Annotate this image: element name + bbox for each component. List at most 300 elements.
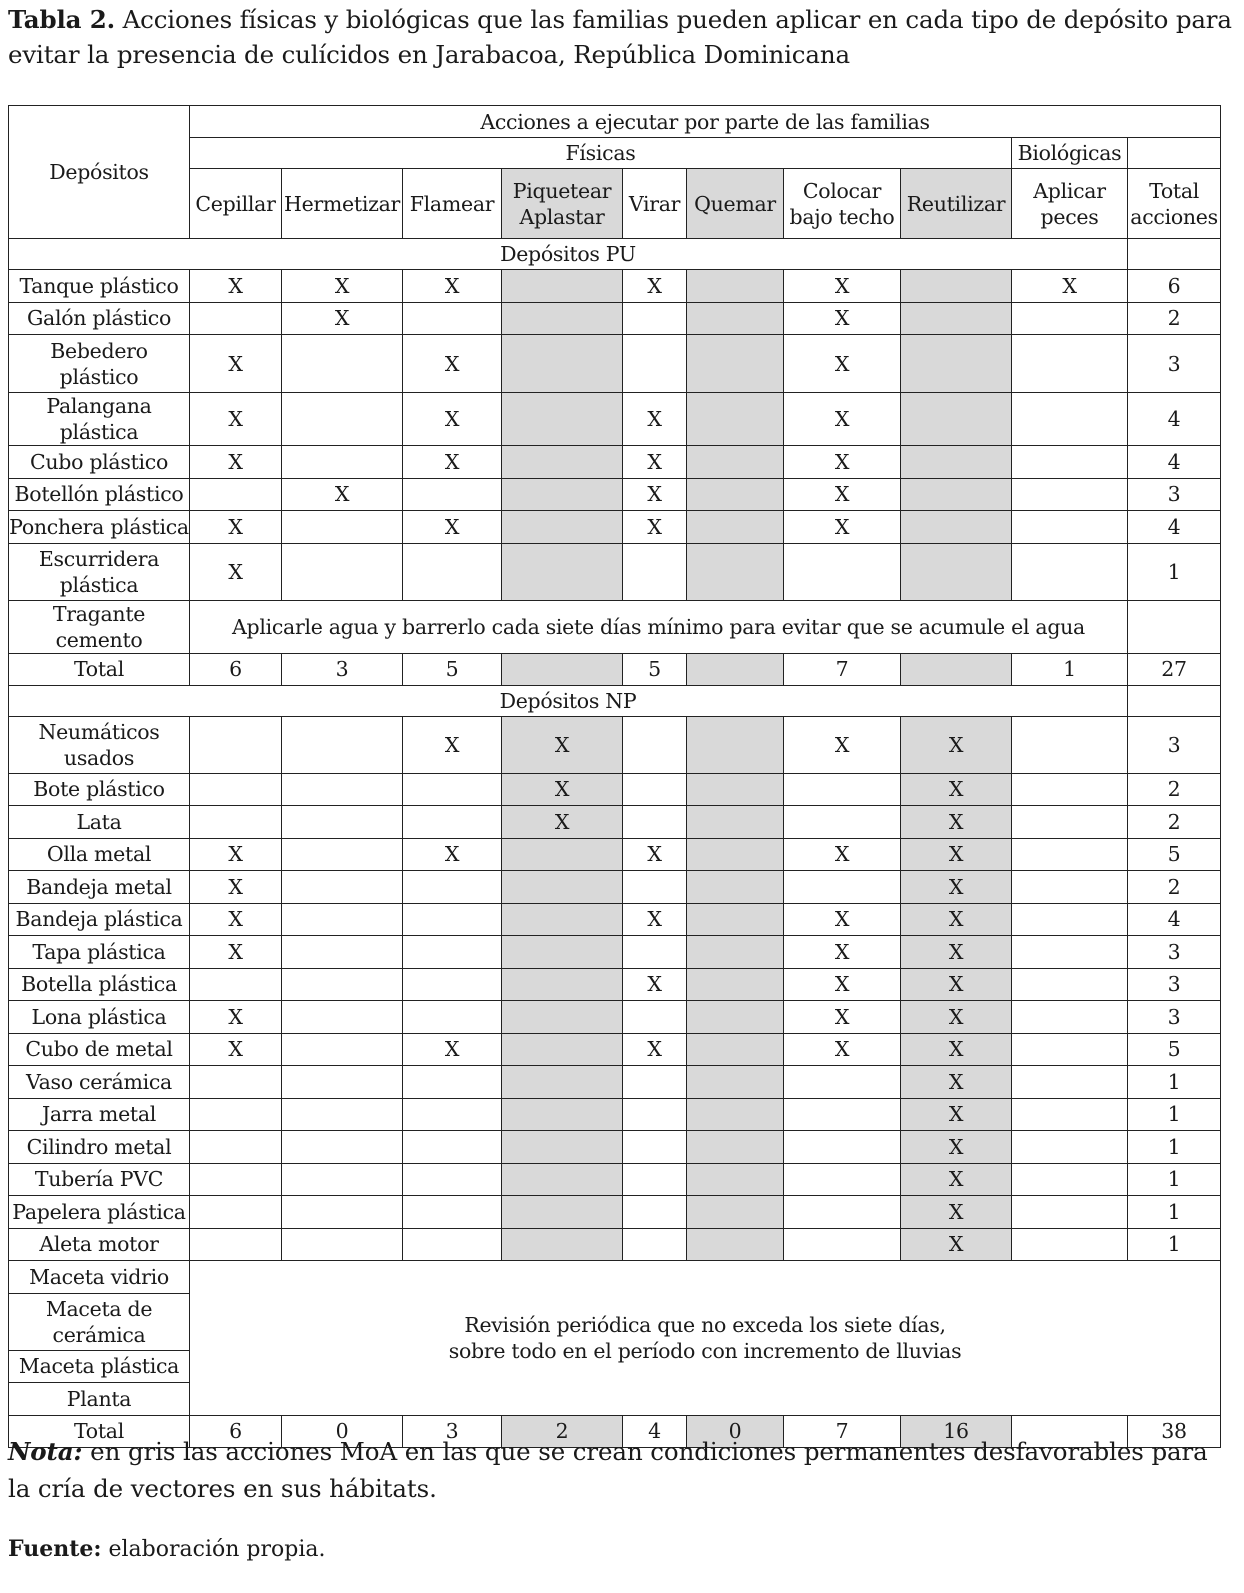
- total-colocar: 7: [784, 653, 901, 685]
- cell-hermetizar: [282, 511, 403, 544]
- cell-total: 1: [1128, 1131, 1221, 1164]
- cell-piquetear: [502, 543, 623, 600]
- section-title-blank-pu: [1128, 239, 1221, 270]
- cell-piquetear: [502, 936, 623, 969]
- cell-reutilizar: X: [901, 903, 1012, 936]
- row-label: Ponchera plástica: [9, 511, 190, 544]
- cell-colocar: X: [784, 968, 901, 1001]
- cell-quemar: [687, 511, 784, 544]
- cell-flamear: [403, 1066, 502, 1099]
- cell-cepillar: X: [190, 903, 282, 936]
- total-flamear: 5: [403, 653, 502, 685]
- header-group-title: Acciones a ejecutar por parte de las familias: [190, 106, 1221, 138]
- row-label: Botella plástica: [9, 968, 190, 1001]
- row-label: Tragante cemento: [9, 600, 190, 653]
- cell-reutilizar: X: [901, 1196, 1012, 1229]
- cell-piquetear: X: [502, 773, 623, 806]
- cell-hermetizar: X: [282, 302, 403, 335]
- cell-total: 1: [1128, 1228, 1221, 1261]
- total-total: 27: [1128, 653, 1221, 685]
- cell-reutilizar: X: [901, 871, 1012, 904]
- cell-virar: [623, 716, 687, 773]
- cell-reutilizar: [901, 335, 1012, 393]
- cell-quemar: [687, 393, 784, 446]
- note-text: en gris las acciones MoA en las que se crean condiciones permanentes desfavorables para la cría de vectores en sus hábitats.: [8, 1437, 1208, 1503]
- total-label: Total: [9, 653, 190, 685]
- cell-hermetizar: [282, 903, 403, 936]
- cell-hermetizar: [282, 806, 403, 839]
- cell-cepillar: X: [190, 446, 282, 479]
- cell-virar: X: [623, 968, 687, 1001]
- cell-aplicar-peces: [1012, 716, 1128, 773]
- actions-table: [8, 105, 1221, 1448]
- row-label: Lata: [9, 806, 190, 839]
- total-hermetizar: 3: [282, 653, 403, 685]
- cell-colocar: X: [784, 511, 901, 544]
- cell-total: 3: [1128, 478, 1221, 511]
- section-title-blank-np: [1128, 685, 1221, 716]
- cell-total: 5: [1128, 838, 1221, 871]
- cell-aplicar-peces: [1012, 871, 1128, 904]
- cell-total: 5: [1128, 1033, 1221, 1066]
- cell-piquetear: [502, 1066, 623, 1099]
- cell-aplicar-peces: [1012, 1163, 1128, 1196]
- cell-virar: [623, 806, 687, 839]
- cell-total: 1: [1128, 1066, 1221, 1099]
- cell-virar: [623, 543, 687, 600]
- row-label: Papelera plástica: [9, 1196, 190, 1229]
- total-virar: 5: [623, 653, 687, 685]
- cell-piquetear: [502, 1228, 623, 1261]
- cell-reutilizar: X: [901, 1033, 1012, 1066]
- cell-virar: [623, 1066, 687, 1099]
- cell-colocar: X: [784, 716, 901, 773]
- cell-cepillar: [190, 302, 282, 335]
- cell-flamear: [403, 1196, 502, 1229]
- cell-colocar: [784, 806, 901, 839]
- cell-quemar: [687, 773, 784, 806]
- cell-aplicar-peces: [1012, 1131, 1128, 1164]
- cell-piquetear: X: [502, 716, 623, 773]
- table-caption: [8, 2, 1236, 72]
- cell-quemar: [687, 936, 784, 969]
- cell-flamear: X: [403, 716, 502, 773]
- cell-hermetizar: [282, 1131, 403, 1164]
- cell-piquetear: [502, 478, 623, 511]
- total-label: Total: [9, 1415, 190, 1447]
- cell-virar: [623, 1098, 687, 1131]
- column-header-quemar: Quemar: [687, 169, 784, 239]
- cell-hermetizar: [282, 446, 403, 479]
- cell-quemar: [687, 1196, 784, 1229]
- cell-hermetizar: X: [282, 478, 403, 511]
- cell-colocar: X: [784, 478, 901, 511]
- cell-total: 2: [1128, 871, 1221, 904]
- row-label: Tubería PVC: [9, 1163, 190, 1196]
- cell-virar: X: [623, 903, 687, 936]
- cell-quemar: [687, 302, 784, 335]
- cell-reutilizar: [901, 270, 1012, 303]
- cell-virar: [623, 1196, 687, 1229]
- total-reutilizar: 16: [901, 1415, 1012, 1447]
- cell-quemar: [687, 543, 784, 600]
- cell-virar: X: [623, 270, 687, 303]
- column-header-total: Total acciones: [1128, 169, 1221, 239]
- column-header-aplicar-peces: Aplicar peces: [1012, 169, 1128, 239]
- cell-quemar: [687, 1066, 784, 1099]
- cell-colocar: X: [784, 838, 901, 871]
- cell-hermetizar: X: [282, 270, 403, 303]
- cell-reutilizar: X: [901, 1098, 1012, 1131]
- cell-colocar: X: [784, 1001, 901, 1034]
- cell-virar: [623, 936, 687, 969]
- cell-total: 4: [1128, 393, 1221, 446]
- cell-aplicar-peces: X: [1012, 270, 1128, 303]
- cell-quemar: [687, 335, 784, 393]
- cell-colocar: X: [784, 936, 901, 969]
- column-header-reutilizar: Reutilizar: [901, 169, 1012, 239]
- cell-hermetizar: [282, 1196, 403, 1229]
- total-cepillar: 6: [190, 1415, 282, 1447]
- cell-total: 3: [1128, 1001, 1221, 1034]
- row-label: Maceta plástica: [9, 1350, 190, 1383]
- cell-cepillar: [190, 773, 282, 806]
- cell-piquetear: [502, 903, 623, 936]
- cell-hermetizar: [282, 543, 403, 600]
- cell-reutilizar: [901, 446, 1012, 479]
- cell-aplicar-peces: [1012, 773, 1128, 806]
- total-colocar: 7: [784, 1415, 901, 1447]
- total-quemar: [687, 653, 784, 685]
- cell-reutilizar: [901, 302, 1012, 335]
- cell-piquetear: [502, 1033, 623, 1066]
- cell-hermetizar: [282, 716, 403, 773]
- cell-cepillar: [190, 806, 282, 839]
- row-label: Bebedero plástico: [9, 335, 190, 393]
- cell-quemar: [687, 1131, 784, 1164]
- cell-total: 1: [1128, 1196, 1221, 1229]
- row-label: Jarra metal: [9, 1098, 190, 1131]
- row-label: Galón plástico: [9, 302, 190, 335]
- cell-cepillar: [190, 1098, 282, 1131]
- cell-colocar: [784, 543, 901, 600]
- cell-colocar: X: [784, 302, 901, 335]
- column-header-cepillar: Cepillar: [190, 169, 282, 239]
- cell-total: 3: [1128, 716, 1221, 773]
- row-label: Tapa plástica: [9, 936, 190, 969]
- cell-colocar: [784, 1066, 901, 1099]
- cell-cepillar: X: [190, 936, 282, 969]
- cell-aplicar-peces: [1012, 511, 1128, 544]
- cell-colocar: X: [784, 446, 901, 479]
- cell-aplicar-peces: [1012, 393, 1128, 446]
- table-body: [9, 106, 1221, 1448]
- cell-piquetear: [502, 270, 623, 303]
- column-header-colocar: Colocar bajo techo: [784, 169, 901, 239]
- cell-aplicar-peces: [1012, 838, 1128, 871]
- cell-flamear: [403, 936, 502, 969]
- total-quemar: 0: [687, 1415, 784, 1447]
- cell-piquetear: [502, 511, 623, 544]
- row-label: Neumáticos usados: [9, 716, 190, 773]
- cell-reutilizar: [901, 478, 1012, 511]
- row-label: Maceta de cerámica: [9, 1293, 190, 1350]
- cell-flamear: [403, 1098, 502, 1131]
- cell-flamear: [403, 871, 502, 904]
- cell-cepillar: [190, 968, 282, 1001]
- cell-virar: X: [623, 393, 687, 446]
- cell-colocar: X: [784, 335, 901, 393]
- cell-piquetear: [502, 1196, 623, 1229]
- cell-cepillar: X: [190, 511, 282, 544]
- row-label: Maceta vidrio: [9, 1261, 190, 1294]
- total-cepillar: 6: [190, 653, 282, 685]
- table-note: Nota: en gris las acciones MoA en las que se crean condiciones permanentes desfavorables para la cría de vectores en sus hábitats.: [8, 1437, 1208, 1503]
- cell-aplicar-peces: [1012, 446, 1128, 479]
- cell-colocar: X: [784, 270, 901, 303]
- cell-quemar: [687, 968, 784, 1001]
- total-hermetizar: 0: [282, 1415, 403, 1447]
- cell-flamear: X: [403, 838, 502, 871]
- cell-virar: [623, 1131, 687, 1164]
- cell-cepillar: X: [190, 270, 282, 303]
- cell-cepillar: [190, 1228, 282, 1261]
- header-biologicas: Biológicas: [1012, 138, 1128, 169]
- cell-reutilizar: X: [901, 806, 1012, 839]
- cell-reutilizar: X: [901, 936, 1012, 969]
- cell-reutilizar: X: [901, 1228, 1012, 1261]
- cell-aplicar-peces: [1012, 1228, 1128, 1261]
- cell-hermetizar: [282, 1066, 403, 1099]
- cell-piquetear: [502, 1163, 623, 1196]
- column-header-hermetizar: Hermetizar: [282, 169, 403, 239]
- cell-flamear: [403, 806, 502, 839]
- cell-flamear: [403, 903, 502, 936]
- row-label: Planta: [9, 1383, 190, 1416]
- cell-colocar: [784, 1131, 901, 1164]
- cell-piquetear: [502, 1001, 623, 1034]
- cell-piquetear: [502, 446, 623, 479]
- cell-cepillar: [190, 1196, 282, 1229]
- total-piquetear: 2: [502, 1415, 623, 1447]
- total-flamear: 3: [403, 1415, 502, 1447]
- cell-cepillar: X: [190, 543, 282, 600]
- cell-hermetizar: [282, 1098, 403, 1131]
- row-label: Vaso cerámica: [9, 1066, 190, 1099]
- row-label: Cubo de metal: [9, 1033, 190, 1066]
- cell-virar: X: [623, 511, 687, 544]
- cell-hermetizar: [282, 393, 403, 446]
- cell-piquetear: X: [502, 806, 623, 839]
- cell-colocar: [784, 1228, 901, 1261]
- cell-colocar: [784, 871, 901, 904]
- cell-aplicar-peces: [1012, 968, 1128, 1001]
- cell-hermetizar: [282, 773, 403, 806]
- cell-reutilizar: X: [901, 838, 1012, 871]
- cell-aplicar-peces: [1012, 1001, 1128, 1034]
- cell-flamear: X: [403, 511, 502, 544]
- cell-aplicar-peces: [1012, 903, 1128, 936]
- header-depositos: Depósitos: [9, 106, 190, 239]
- total-reutilizar: [901, 653, 1012, 685]
- cell-piquetear: [502, 335, 623, 393]
- cell-virar: X: [623, 838, 687, 871]
- row-label: Cilindro metal: [9, 1131, 190, 1164]
- cell-total: 4: [1128, 511, 1221, 544]
- cell-aplicar-peces: [1012, 335, 1128, 393]
- row-label: Bote plástico: [9, 773, 190, 806]
- cell-total: 1: [1128, 1163, 1221, 1196]
- row-label: Botellón plástico: [9, 478, 190, 511]
- row-label: Olla metal: [9, 838, 190, 871]
- cell-aplicar-peces: [1012, 936, 1128, 969]
- row-label: Bandeja plástica: [9, 903, 190, 936]
- cell-aplicar-peces: [1012, 1196, 1128, 1229]
- cell-cepillar: [190, 1163, 282, 1196]
- cell-piquetear: [502, 1098, 623, 1131]
- cell-quemar: [687, 446, 784, 479]
- total-virar: 4: [623, 1415, 687, 1447]
- cell-aplicar-peces: [1012, 302, 1128, 335]
- cell-total: 1: [1128, 1098, 1221, 1131]
- cell-hermetizar: [282, 1163, 403, 1196]
- caption-label: Tabla 2.: [8, 5, 115, 34]
- header-blank: [1128, 138, 1221, 169]
- cell-virar: X: [623, 446, 687, 479]
- cell-flamear: X: [403, 1033, 502, 1066]
- tragante-instruction: Aplicarle agua y barrerlo cada siete días mínimo para evitar que se acumule el agua: [190, 600, 1128, 653]
- total-piquetear: [502, 653, 623, 685]
- cell-flamear: [403, 478, 502, 511]
- cell-virar: [623, 773, 687, 806]
- cell-colocar: X: [784, 1033, 901, 1066]
- cell-flamear: [403, 1001, 502, 1034]
- section-title-pu: Depósitos PU: [9, 239, 1128, 270]
- cell-hermetizar: [282, 936, 403, 969]
- cell-piquetear: [502, 302, 623, 335]
- cell-quemar: [687, 1001, 784, 1034]
- cell-quemar: [687, 716, 784, 773]
- cell-quemar: [687, 270, 784, 303]
- cell-colocar: [784, 1163, 901, 1196]
- cell-virar: X: [623, 1033, 687, 1066]
- row-label: Tanque plástico: [9, 270, 190, 303]
- cell-total: 4: [1128, 903, 1221, 936]
- cell-cepillar: [190, 1131, 282, 1164]
- note-label: Nota: [8, 1437, 74, 1466]
- cell-hermetizar: [282, 1033, 403, 1066]
- cell-piquetear: [502, 838, 623, 871]
- cell-cepillar: X: [190, 1001, 282, 1034]
- cell-cepillar: [190, 478, 282, 511]
- cell-hermetizar: [282, 1228, 403, 1261]
- cell-cepillar: X: [190, 871, 282, 904]
- cell-quemar: [687, 1098, 784, 1131]
- section-title-np: Depósitos NP: [9, 685, 1128, 716]
- cell-flamear: [403, 543, 502, 600]
- cell-reutilizar: X: [901, 1001, 1012, 1034]
- cell-piquetear: [502, 871, 623, 904]
- cell-aplicar-peces: [1012, 806, 1128, 839]
- column-header-virar: Virar: [623, 169, 687, 239]
- row-label: Aleta motor: [9, 1228, 190, 1261]
- cell-hermetizar: [282, 968, 403, 1001]
- source-text: elaboración propia.: [101, 1537, 326, 1562]
- cell-total: 1: [1128, 543, 1221, 600]
- cell-flamear: X: [403, 335, 502, 393]
- row-label: Bandeja metal: [9, 871, 190, 904]
- cell-hermetizar: [282, 838, 403, 871]
- cell-hermetizar: [282, 871, 403, 904]
- cell-aplicar-peces: [1012, 543, 1128, 600]
- cell-virar: [623, 871, 687, 904]
- cell-cepillar: X: [190, 1033, 282, 1066]
- cell-total: 3: [1128, 335, 1221, 393]
- cell-hermetizar: [282, 1001, 403, 1034]
- cell-cepillar: X: [190, 393, 282, 446]
- row-label: Palangana plástica: [9, 393, 190, 446]
- cell-flamear: X: [403, 446, 502, 479]
- row-label: Escurridera plástica: [9, 543, 190, 600]
- cell-colocar: X: [784, 393, 901, 446]
- cell-hermetizar: [282, 335, 403, 393]
- cell-total: 4: [1128, 446, 1221, 479]
- cell-total: 2: [1128, 806, 1221, 839]
- cell-cepillar: [190, 716, 282, 773]
- cell-flamear: [403, 1163, 502, 1196]
- cell-total: 3: [1128, 968, 1221, 1001]
- column-header-piquetear: Piquetear Aplastar: [502, 169, 623, 239]
- cell-flamear: X: [403, 393, 502, 446]
- source-label: Fuente:: [8, 1536, 102, 1562]
- cell-virar: [623, 302, 687, 335]
- cell-piquetear: [502, 1131, 623, 1164]
- cell-reutilizar: X: [901, 1066, 1012, 1099]
- cell-reutilizar: X: [901, 1131, 1012, 1164]
- cell-reutilizar: [901, 543, 1012, 600]
- cell-reutilizar: [901, 393, 1012, 446]
- cell-flamear: X: [403, 270, 502, 303]
- cell-piquetear: [502, 393, 623, 446]
- cell-quemar: [687, 478, 784, 511]
- cell-virar: X: [623, 478, 687, 511]
- cell-flamear: [403, 968, 502, 1001]
- row-label: Cubo plástico: [9, 446, 190, 479]
- cell-flamear: [403, 1131, 502, 1164]
- cell-aplicar-peces: [1012, 1098, 1128, 1131]
- cell-aplicar-peces: [1012, 1066, 1128, 1099]
- cell-reutilizar: X: [901, 773, 1012, 806]
- cell-quemar: [687, 838, 784, 871]
- cell-cepillar: [190, 1066, 282, 1099]
- cell-cepillar: X: [190, 335, 282, 393]
- caption-text: Acciones físicas y biológicas que las familias pueden aplicar en cada tipo de depósito para evitar la presencia de culícidos en Jarabacoa, República Dominicana: [8, 5, 1232, 69]
- cell-quemar: [687, 1228, 784, 1261]
- column-header-flamear: Flamear: [403, 169, 502, 239]
- review-instruction: Revisión periódica que no exceda los siete días, sobre todo en el período con incremento de lluvias: [190, 1261, 1221, 1416]
- cell-total: 2: [1128, 302, 1221, 335]
- cell-piquetear: [502, 968, 623, 1001]
- cell-reutilizar: X: [901, 1163, 1012, 1196]
- cell-total: 2: [1128, 773, 1221, 806]
- cell-quemar: [687, 806, 784, 839]
- cell-aplicar-peces: [1012, 1033, 1128, 1066]
- table-source: [8, 1533, 325, 1566]
- cell-reutilizar: [901, 511, 1012, 544]
- row-label: Lona plástica: [9, 1001, 190, 1034]
- cell-reutilizar: X: [901, 968, 1012, 1001]
- cell-aplicar-peces: [1012, 478, 1128, 511]
